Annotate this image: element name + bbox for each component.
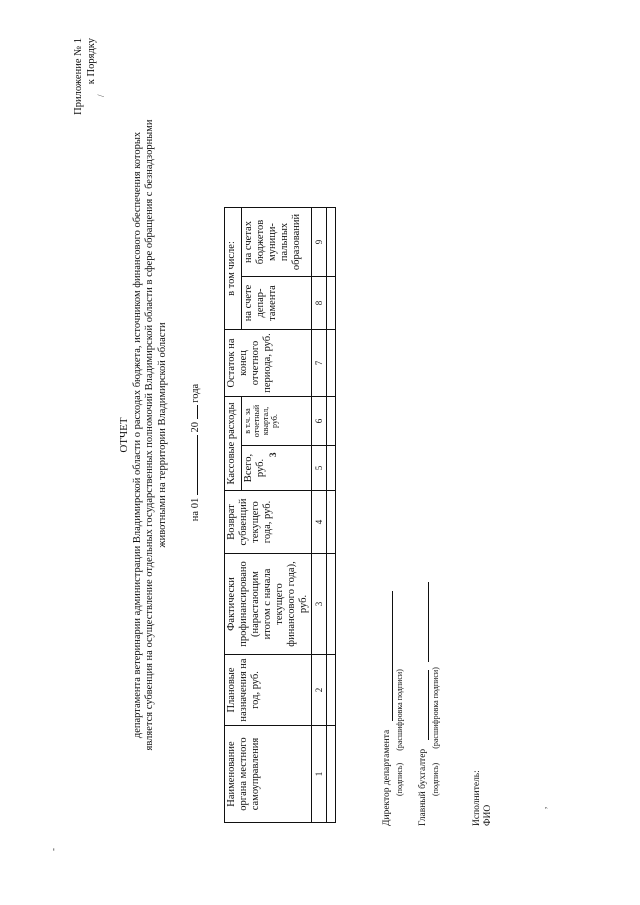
director-sign-caption: (подпись) <box>395 762 404 796</box>
period-suffix: года <box>190 383 201 403</box>
header-col5: Всего, руб. <box>241 446 311 491</box>
column-number: 1 <box>312 726 327 823</box>
header-col4: Возврат субвенций текущего года, руб. <box>225 491 312 554</box>
scan-mark: - <box>48 848 58 851</box>
report-title: ОТЧЕТ <box>118 417 130 453</box>
header-col7: Остаток на конец отчетного периода, руб. <box>225 330 312 397</box>
header-group-incl: в том числе: <box>225 208 242 330</box>
empty-row <box>327 208 336 823</box>
executor-label: Исполнитель: <box>472 770 482 826</box>
header-group-cash: Кассовые расходы <box>225 397 242 491</box>
subtitle-line-2: является субвенция на осуществление отдельных государственных полномочий Владимирской области в сфере обращения с безнадзорными <box>144 119 155 751</box>
empty-cell <box>327 208 336 277</box>
period-blank-2 <box>197 405 198 419</box>
header-col6: в т.ч. за отчетный квартал, руб. <box>241 397 311 446</box>
header-col8: на счете депар- тамента <box>241 277 311 330</box>
period-middle: 20 <box>190 422 201 433</box>
column-number: 3 <box>312 554 327 655</box>
period-blank-1 <box>197 435 198 495</box>
accountant-sign-caption: (подпись) <box>431 762 440 796</box>
accountant-signature <box>418 582 441 826</box>
accountant-decode-caption: (расшифровка подписи) <box>431 667 440 749</box>
empty-cell <box>327 397 336 446</box>
column-number: 4 <box>312 491 327 554</box>
report-table <box>224 207 336 823</box>
column-number: 8 <box>312 277 327 330</box>
accountant-decode-line <box>428 582 429 662</box>
appendix-note <box>72 38 98 115</box>
header-col3: Фактически профинансировано (нарастающим итогом с начала текущего финансового года), руб. <box>225 554 312 655</box>
empty-cell <box>327 655 336 726</box>
director-signature <box>382 591 405 826</box>
header-col2: Плановые назначения на год, руб. <box>225 655 312 726</box>
column-number: 9 <box>312 208 327 277</box>
subtitle-line-3: животными на территории Владимирской области <box>156 322 168 548</box>
header-col9: на счетах бюджетов муници- пальных образований <box>241 208 311 277</box>
accountant-sign-line <box>428 670 429 740</box>
empty-cell <box>327 446 336 491</box>
appendix-line-1: Приложение № 1 <box>73 38 84 115</box>
appendix-line-2: к Порядку <box>86 38 97 85</box>
page-number: 3 <box>268 452 278 457</box>
empty-cell <box>327 277 336 330</box>
director-decode-caption: (расшифровка подписи) <box>395 669 404 751</box>
header-col1: Наименование органа местного самоуправления <box>225 726 312 823</box>
column-number: 6 <box>312 397 327 446</box>
report-period <box>190 0 201 905</box>
scan-mark: / <box>96 94 106 97</box>
subtitle-line-1: департамента ветеринарии администрации Владимирской области о расходах бюджета, источником финансового обеспечения которых <box>131 131 143 739</box>
empty-cell <box>327 726 336 823</box>
executor-block <box>472 770 494 826</box>
column-number: 5 <box>312 446 327 491</box>
period-prefix: на 01 <box>190 497 201 522</box>
accountant-label: Главный бухгалтер <box>418 748 428 826</box>
column-number-row <box>312 208 327 823</box>
empty-cell <box>327 330 336 397</box>
empty-cell <box>327 554 336 655</box>
scan-mark: , <box>538 806 548 809</box>
director-label: Директор департамента <box>382 729 392 826</box>
header-row-1 <box>225 208 242 823</box>
executor-name: ФИО <box>483 804 493 826</box>
report-heading <box>118 85 169 785</box>
director-sign-line <box>392 591 393 721</box>
empty-cell <box>327 491 336 554</box>
column-number: 7 <box>312 330 327 397</box>
column-number: 2 <box>312 655 327 726</box>
